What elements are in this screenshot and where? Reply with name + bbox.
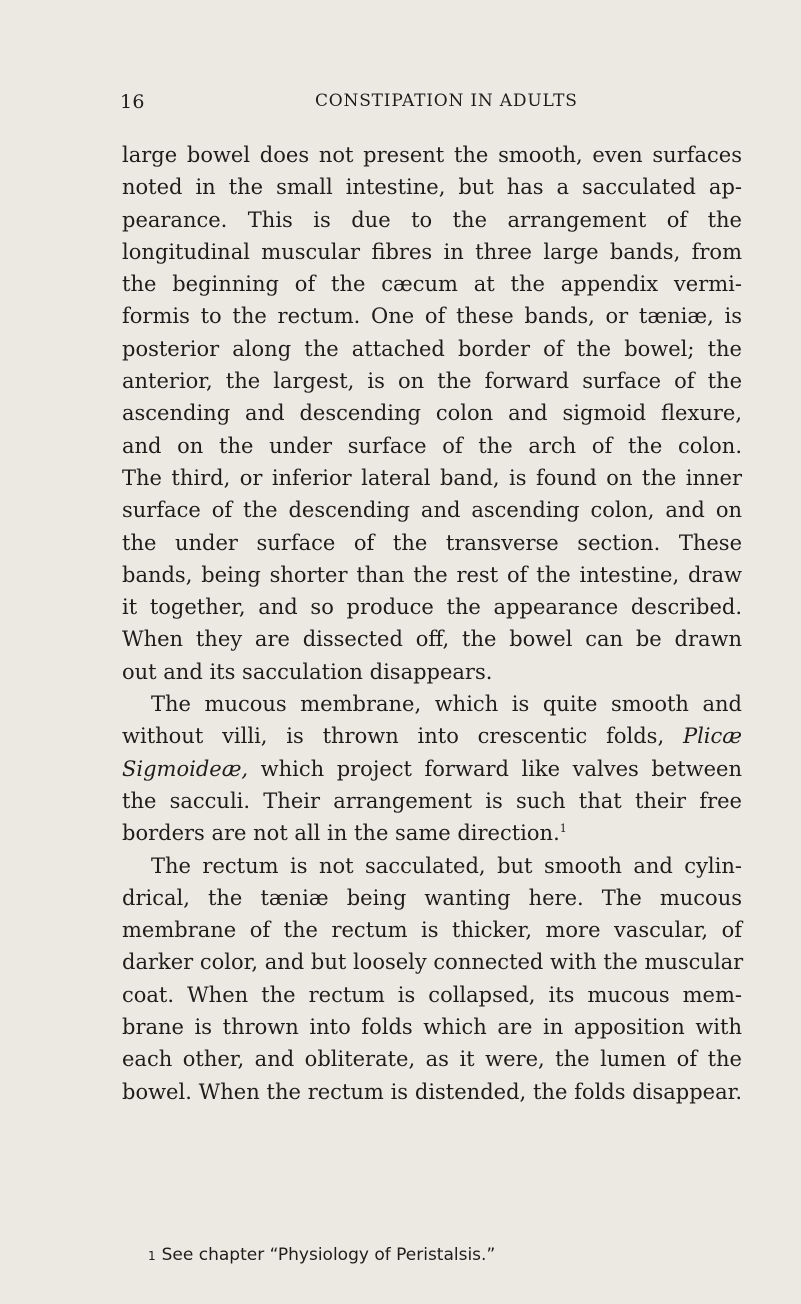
text-line: coat. When the rectum is collapsed, its mucous mem- [122,982,742,1007]
text-line: drical, the tæniæ being wanting here. The mucous [122,885,742,910]
line-text: The rectum is not sacculated, but smooth and cylin- [151,853,742,878]
text-line: the under surface of the transverse section. These [122,530,742,555]
footnote-reference: 1 [559,822,567,836]
text-line: the beginning of the cæcum at the appendix vermi- [122,272,742,297]
text-line: posterior along the attached border of the bowel; the [122,336,742,361]
text-line: membrane of the rectum is thicker, more vascular, of [122,918,742,943]
footnote [148,1245,495,1265]
text-line: each other, and obliterate, as it were, the lumen of the [122,1047,742,1072]
text-line: surface of the descending and ascending colon, and on [122,498,742,523]
line-text: borders are not all in the same direction. [122,821,560,846]
text-line: bowel. When the rectum is distended, the folds disappear. [122,1079,742,1104]
line-text: without villi, is thrown into crescentic folds, [122,724,665,749]
line-text: The mucous membrane, which is quite smooth and [151,692,742,717]
text-line: noted in the small intestine, but has a sacculated ap- [122,175,742,200]
page-header [120,91,740,119]
text-line: ascending and descending colon and sigmoid flexure, [122,401,742,426]
footnote-text: See chapter “Physiology of Peristalsis.” [161,1245,496,1265]
text-line: and on the under surface of the arch of the colon. [122,433,742,458]
line-text: which project forward like valves between [248,756,742,781]
text-line [122,688,742,720]
text-line: the sacculi. Their arrangement is such that their free [122,788,742,813]
text-line: anterior, the largest, is on the forward surface of the [122,369,742,394]
text-line: When they are dissected off, the bowel can be drawn [122,627,742,652]
text-line: bands, being shorter than the rest of the intestine, draw [122,562,742,587]
footnote-mark: 1 [148,1249,156,1263]
text-line: large bowel does not present the smooth, even surfaces [122,143,742,167]
text-line [122,753,742,785]
text-line [122,817,742,849]
body-text [122,139,742,1108]
text-line: brane is thrown into folds which are in apposition with [122,1015,742,1040]
text-line: pearance. This is due to the arrangement of the [122,207,742,232]
text-line: darker color, and but loosely connected with the muscular [122,950,744,975]
text-line: longitudinal muscular fibres in three large bands, from [122,239,742,264]
italic-term: Plicæ [682,724,742,749]
text-line: formis to the rectum. One of these bands, or tæniæ, is [122,304,742,329]
italic-term: Sigmoideæ, [122,756,249,781]
text-line: The third, or inferior lateral band, is found on the inner [122,465,742,490]
text-line: it together, and so produce the appearance described. [122,595,742,620]
page-number: 16 [120,91,145,113]
running-head: CONSTIPATION IN ADULTS [315,91,578,111]
text-line [122,720,742,752]
text-line [122,850,742,882]
text-line: out and its sacculation disappears. [122,659,493,684]
